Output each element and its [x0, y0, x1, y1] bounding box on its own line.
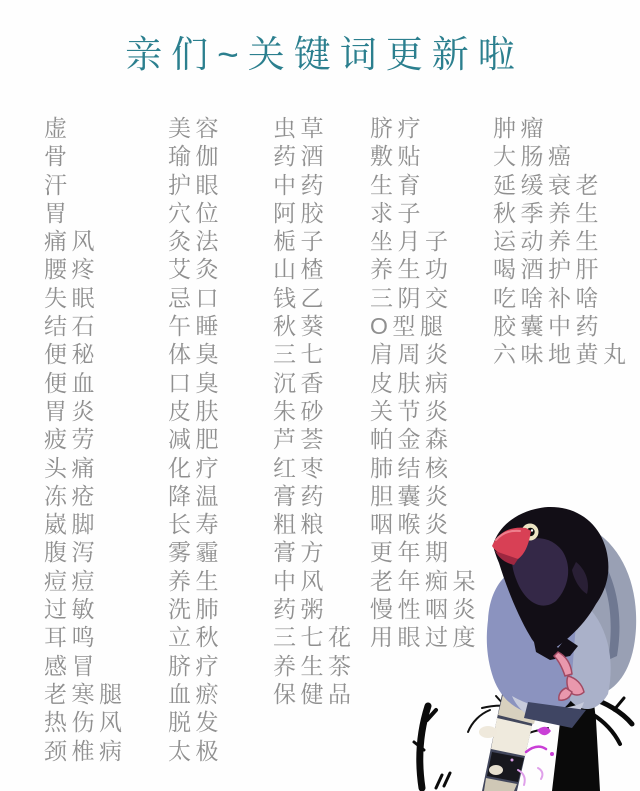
keyword: 疲劳	[44, 426, 99, 453]
keyword: 粗粮	[273, 511, 328, 538]
keyword: 耳鸣	[44, 624, 99, 651]
keyword: 结石	[44, 313, 99, 340]
keyword: 颈椎病	[44, 737, 127, 764]
keyword-column	[44, 114, 127, 765]
keyword: 生育	[370, 171, 425, 198]
keyword: 养生	[168, 567, 223, 594]
keyword: 肺结核	[370, 454, 453, 481]
keyword: 感冒	[44, 652, 99, 679]
keyword: 咽喉炎	[370, 511, 453, 538]
keyword: 冻疮	[44, 482, 99, 509]
keyword: 肿瘤	[493, 115, 548, 141]
keyword: 腹泻	[44, 539, 99, 566]
keyword: 失眠	[44, 284, 99, 311]
keyword: 骨	[44, 143, 72, 170]
keyword: 坐月子	[370, 228, 453, 255]
keyword: 艾灸	[168, 256, 223, 283]
keyword: 脐疗	[370, 115, 425, 141]
keyword: 更年期	[370, 539, 453, 566]
keyword: 化疗	[168, 454, 223, 481]
keyword: 灸法	[168, 228, 223, 255]
keyword: 腰疼	[44, 256, 99, 283]
keyword: 痘痘	[44, 567, 99, 594]
keyword: 脱发	[168, 709, 223, 736]
keyword: 降温	[168, 482, 223, 509]
keyword: 长寿	[168, 511, 223, 538]
keyword: 汗	[44, 171, 72, 198]
keyword: 虫草	[273, 115, 328, 141]
keyword: 老年痴呆	[370, 567, 480, 594]
page-title: 亲们~关键词更新啦	[125, 34, 524, 75]
keyword: 穴位	[168, 199, 223, 226]
keyword: 脐疗	[168, 652, 223, 679]
keyword: 头痛	[44, 454, 99, 481]
keyword: 虚	[44, 115, 72, 141]
keyword: 皮肤	[168, 397, 223, 424]
keyword: 午睡	[168, 313, 223, 340]
keyword: 吃啥补啥	[493, 284, 603, 311]
keyword: 瑜伽	[168, 143, 223, 170]
keyword: 体臭	[168, 341, 223, 368]
keyword: 减肥	[168, 426, 223, 453]
keyword: 口臭	[168, 369, 223, 396]
keyword: 雾霾	[168, 539, 223, 566]
keyword: 药粥	[273, 596, 328, 623]
keyword: 血瘀	[168, 680, 223, 707]
keyword: 皮肤病	[370, 369, 453, 396]
keyword: 养生茶	[273, 652, 356, 679]
keyword: 三七花	[273, 624, 356, 651]
keyword-column	[168, 114, 223, 765]
keyword: 帕金森	[370, 426, 453, 453]
keyword: 药酒	[273, 143, 328, 170]
keyword: 忌口	[168, 284, 223, 311]
keyword: 热伤风	[44, 709, 127, 736]
keyword: 大肠癌	[493, 143, 576, 170]
keyword: 延缓衰老	[493, 171, 603, 198]
keyword: 中风	[273, 567, 328, 594]
keyword: 美容	[168, 115, 223, 141]
keyword: 立秋	[168, 624, 223, 651]
keyword: 胃炎	[44, 397, 99, 424]
keyword: 关节炎	[370, 397, 453, 424]
keyword: 栀子	[273, 228, 328, 255]
keyword: 胃	[44, 199, 72, 226]
keyword: 钱乙	[273, 284, 328, 311]
keyword: 求子	[370, 199, 425, 226]
keyword: 敷贴	[370, 143, 425, 170]
keyword: 阿胶	[273, 199, 328, 226]
keyword: 芦荟	[273, 426, 328, 453]
keyword: 秋季养生	[493, 199, 603, 226]
keyword: 过敏	[44, 596, 99, 623]
keyword-column	[273, 114, 356, 708]
keyword-column	[493, 114, 631, 369]
keyword: O型腿	[370, 313, 448, 340]
keyword: 红枣	[273, 454, 328, 481]
keyword: 便血	[44, 369, 99, 396]
keyword: 六味地黄丸	[493, 341, 631, 368]
keyword: 朱砂	[273, 397, 328, 424]
keyword: 胶囊中药	[493, 313, 603, 340]
keyword: 护眼	[168, 171, 223, 198]
keyword: 喝酒护肝	[493, 256, 603, 283]
keyword: 秋葵	[273, 313, 328, 340]
keyword-column	[370, 114, 480, 652]
keyword: 肩周炎	[370, 341, 453, 368]
keyword: 洗肺	[168, 596, 223, 623]
keyword: 老寒腿	[44, 680, 127, 707]
keyword: 山楂	[273, 256, 328, 283]
keyword: 胆囊炎	[370, 482, 453, 509]
keyword: 中药	[273, 171, 328, 198]
keyword: 便秘	[44, 341, 99, 368]
keyword: 保健品	[273, 680, 356, 707]
keyword: 沉香	[273, 369, 328, 396]
keyword: 太极	[168, 737, 223, 764]
keyword: 用眼过度	[370, 624, 480, 651]
keyword: 膏药	[273, 482, 328, 509]
keyword: 崴脚	[44, 511, 99, 538]
keyword: 养生功	[370, 256, 453, 283]
keyword: 三阴交	[370, 284, 453, 311]
keyword: 痛风	[44, 228, 99, 255]
keyword: 运动养生	[493, 228, 603, 255]
keyword: 慢性咽炎	[370, 596, 480, 623]
keyword: 膏方	[273, 539, 328, 566]
keyword: 三七	[273, 341, 328, 368]
